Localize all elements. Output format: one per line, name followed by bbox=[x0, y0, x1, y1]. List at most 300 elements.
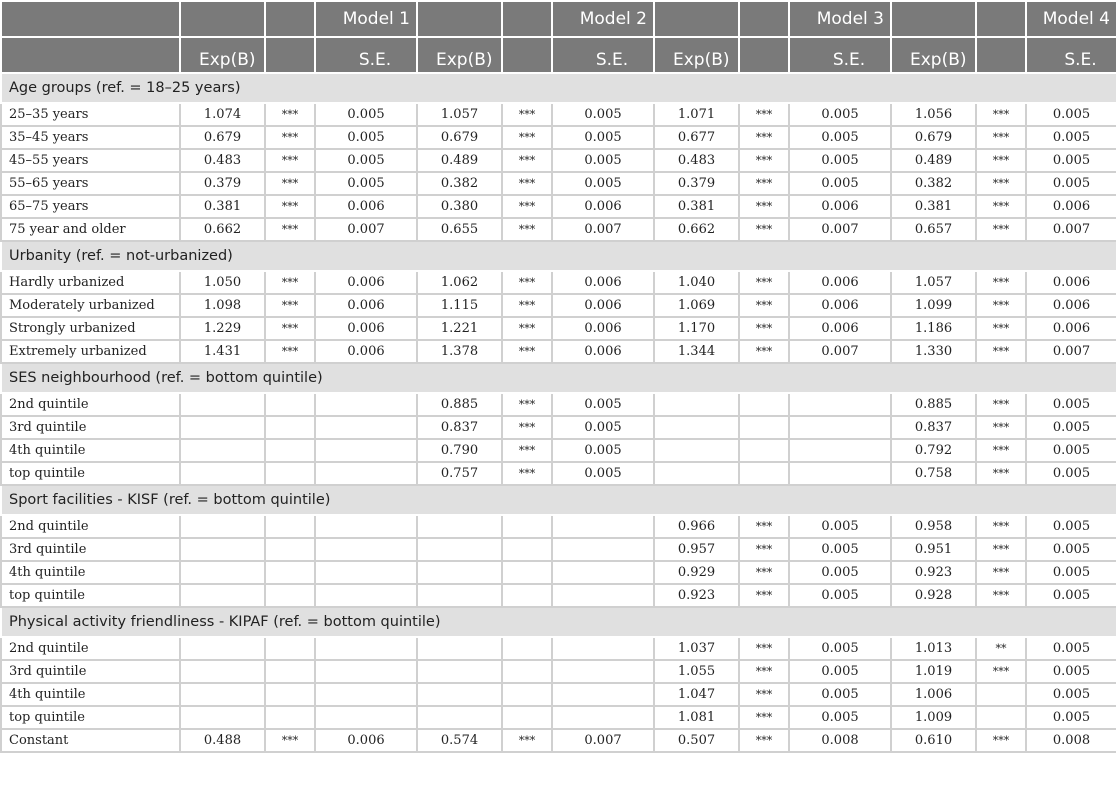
se-cell bbox=[552, 584, 654, 607]
se-cell: 0.005 bbox=[789, 706, 891, 729]
se-cell: 0.005 bbox=[789, 126, 891, 149]
sig-cell: *** bbox=[265, 340, 315, 363]
se-cell: 0.005 bbox=[1026, 515, 1116, 538]
sig-cell: *** bbox=[976, 561, 1026, 584]
sig-cell: *** bbox=[502, 340, 552, 363]
sig-cell: *** bbox=[739, 584, 789, 607]
exp-b-cell: 0.382 bbox=[417, 172, 502, 195]
exp-b-cell: 1.186 bbox=[891, 317, 976, 340]
exp-b-cell bbox=[180, 584, 265, 607]
row-label: top quintile bbox=[1, 462, 180, 485]
se-cell: 0.005 bbox=[315, 172, 417, 195]
exp-b-cell bbox=[417, 584, 502, 607]
exp-b-cell bbox=[417, 515, 502, 538]
exp-b-cell: 1.344 bbox=[654, 340, 739, 363]
sig-cell bbox=[502, 538, 552, 561]
se-cell: 0.007 bbox=[789, 340, 891, 363]
se-cell bbox=[789, 393, 891, 416]
se-cell: 0.006 bbox=[552, 195, 654, 218]
sig-cell: *** bbox=[739, 195, 789, 218]
sig-cell bbox=[739, 416, 789, 439]
exp-b-cell: 1.330 bbox=[891, 340, 976, 363]
sig-cell: *** bbox=[739, 340, 789, 363]
se-cell: 0.006 bbox=[315, 271, 417, 294]
se-cell: 0.007 bbox=[1026, 340, 1116, 363]
sig-cell: *** bbox=[739, 218, 789, 241]
se-cell: 0.005 bbox=[1026, 103, 1116, 126]
se-cell: 0.006 bbox=[1026, 271, 1116, 294]
se-cell: 0.006 bbox=[552, 294, 654, 317]
se-cell: 0.005 bbox=[315, 103, 417, 126]
sig-cell bbox=[502, 706, 552, 729]
exp-b-cell: 0.679 bbox=[891, 126, 976, 149]
table-row bbox=[1, 729, 1116, 752]
sig-cell: *** bbox=[976, 294, 1026, 317]
sig-cell: *** bbox=[976, 515, 1026, 538]
se-cell: 0.005 bbox=[789, 584, 891, 607]
section-title: Sport facilities - KISF (ref. = bottom quintile) bbox=[1, 485, 1116, 515]
row-label: 2nd quintile bbox=[1, 515, 180, 538]
sig-cell: *** bbox=[265, 103, 315, 126]
sig-cell: *** bbox=[739, 729, 789, 752]
se-cell: 0.005 bbox=[789, 149, 891, 172]
table-row bbox=[1, 439, 1116, 462]
sig-cell: *** bbox=[502, 149, 552, 172]
sig-cell bbox=[265, 637, 315, 660]
se-cell: 0.006 bbox=[789, 294, 891, 317]
row-label: top quintile bbox=[1, 706, 180, 729]
se-cell bbox=[315, 416, 417, 439]
row-label: 2nd quintile bbox=[1, 637, 180, 660]
model-4-title: Model 4 bbox=[1026, 1, 1116, 37]
se-cell: 0.005 bbox=[1026, 393, 1116, 416]
row-label: 3rd quintile bbox=[1, 538, 180, 561]
se-header: S.E. bbox=[315, 37, 417, 73]
se-cell: 0.005 bbox=[789, 172, 891, 195]
exp-b-cell: 0.837 bbox=[417, 416, 502, 439]
se-cell: 0.005 bbox=[789, 561, 891, 584]
se-cell bbox=[789, 439, 891, 462]
table-row bbox=[1, 416, 1116, 439]
se-cell: 0.005 bbox=[1026, 538, 1116, 561]
row-label: 45–55 years bbox=[1, 149, 180, 172]
sig-cell: *** bbox=[976, 271, 1026, 294]
exp-b-cell: 1.378 bbox=[417, 340, 502, 363]
se-cell bbox=[315, 637, 417, 660]
se-cell bbox=[552, 515, 654, 538]
exp-b-cell bbox=[180, 538, 265, 561]
exp-b-cell: 0.677 bbox=[654, 126, 739, 149]
exp-b-cell bbox=[180, 462, 265, 485]
sig-cell bbox=[502, 561, 552, 584]
section-header-row bbox=[1, 485, 1116, 515]
row-label: top quintile bbox=[1, 584, 180, 607]
se-cell bbox=[315, 683, 417, 706]
sig-cell bbox=[976, 706, 1026, 729]
exp-b-cell: 1.057 bbox=[891, 271, 976, 294]
exp-b-cell bbox=[180, 561, 265, 584]
se-cell: 0.007 bbox=[789, 218, 891, 241]
sig-cell: *** bbox=[502, 218, 552, 241]
sig-cell bbox=[739, 393, 789, 416]
se-cell bbox=[315, 584, 417, 607]
exp-b-cell: 1.019 bbox=[891, 660, 976, 683]
sig-cell: *** bbox=[739, 515, 789, 538]
sig-cell: *** bbox=[502, 195, 552, 218]
se-cell: 0.005 bbox=[1026, 637, 1116, 660]
sig-cell bbox=[502, 584, 552, 607]
sig-cell bbox=[265, 660, 315, 683]
exp-b-cell: 1.074 bbox=[180, 103, 265, 126]
exp-b-cell: 1.115 bbox=[417, 294, 502, 317]
se-cell: 0.005 bbox=[552, 126, 654, 149]
se-cell: 0.005 bbox=[1026, 683, 1116, 706]
exp-b-cell: 1.170 bbox=[654, 317, 739, 340]
se-cell bbox=[552, 660, 654, 683]
sig-cell: *** bbox=[265, 218, 315, 241]
exp-b-cell: 1.047 bbox=[654, 683, 739, 706]
se-cell: 0.005 bbox=[1026, 660, 1116, 683]
sig-cell bbox=[265, 683, 315, 706]
exp-b-cell: 0.951 bbox=[891, 538, 976, 561]
exp-b-cell: 0.885 bbox=[891, 393, 976, 416]
exp-b-cell: 0.610 bbox=[891, 729, 976, 752]
sig-cell: *** bbox=[265, 172, 315, 195]
exp-b-cell: 1.081 bbox=[654, 706, 739, 729]
exp-b-cell: 0.758 bbox=[891, 462, 976, 485]
se-cell: 0.006 bbox=[1026, 195, 1116, 218]
se-cell: 0.005 bbox=[315, 149, 417, 172]
se-header: S.E. bbox=[552, 37, 654, 73]
sig-cell bbox=[976, 683, 1026, 706]
table-row bbox=[1, 706, 1116, 729]
exp-b-cell: 0.679 bbox=[180, 126, 265, 149]
exp-b-cell: 1.221 bbox=[417, 317, 502, 340]
exp-b-cell: 0.381 bbox=[180, 195, 265, 218]
exp-b-cell: 0.655 bbox=[417, 218, 502, 241]
section-header-row bbox=[1, 73, 1116, 103]
se-cell: 0.006 bbox=[315, 317, 417, 340]
exp-b-cell bbox=[417, 538, 502, 561]
se-cell: 0.006 bbox=[315, 729, 417, 752]
exp-b-cell: 0.489 bbox=[891, 149, 976, 172]
table-row bbox=[1, 271, 1116, 294]
table-row bbox=[1, 103, 1116, 126]
sig-cell: *** bbox=[265, 195, 315, 218]
exp-b-cell bbox=[654, 462, 739, 485]
exp-b-cell bbox=[417, 683, 502, 706]
se-cell: 0.006 bbox=[552, 340, 654, 363]
exp-b-cell: 0.957 bbox=[654, 538, 739, 561]
sig-cell: *** bbox=[265, 126, 315, 149]
exp-b-cell: 0.489 bbox=[417, 149, 502, 172]
se-cell: 0.006 bbox=[552, 271, 654, 294]
model-3-title: Model 3 bbox=[789, 1, 891, 37]
sig-cell: *** bbox=[976, 393, 1026, 416]
exp-b-cell: 0.958 bbox=[891, 515, 976, 538]
sig-cell bbox=[739, 439, 789, 462]
exp-b-cell: 1.071 bbox=[654, 103, 739, 126]
sig-cell bbox=[265, 416, 315, 439]
sig-cell bbox=[265, 439, 315, 462]
sig-cell bbox=[265, 561, 315, 584]
exp-b-cell: 0.837 bbox=[891, 416, 976, 439]
table-row bbox=[1, 660, 1116, 683]
exp-b-cell: 0.757 bbox=[417, 462, 502, 485]
se-cell: 0.005 bbox=[1026, 149, 1116, 172]
se-cell: 0.005 bbox=[552, 439, 654, 462]
exp-b-cell: 0.379 bbox=[180, 172, 265, 195]
se-cell: 0.006 bbox=[1026, 294, 1116, 317]
exp-b-cell: 0.380 bbox=[417, 195, 502, 218]
se-cell bbox=[552, 683, 654, 706]
exp-b-cell bbox=[417, 706, 502, 729]
header-empty-cell bbox=[976, 37, 1026, 73]
table-row bbox=[1, 149, 1116, 172]
sig-cell: *** bbox=[502, 393, 552, 416]
header-empty-cell bbox=[417, 1, 502, 37]
exp-b-cell: 0.574 bbox=[417, 729, 502, 752]
exp-b-cell: 0.379 bbox=[654, 172, 739, 195]
exp-b-cell bbox=[654, 439, 739, 462]
table-row bbox=[1, 340, 1116, 363]
sig-cell: *** bbox=[265, 729, 315, 752]
se-cell: 0.007 bbox=[552, 729, 654, 752]
table-row bbox=[1, 218, 1116, 241]
se-cell: 0.005 bbox=[789, 103, 891, 126]
sig-cell: *** bbox=[976, 462, 1026, 485]
exp-b-cell: 0.679 bbox=[417, 126, 502, 149]
table-body bbox=[1, 1, 1116, 752]
exp-b-cell: 1.431 bbox=[180, 340, 265, 363]
exp-b-cell: 0.792 bbox=[891, 439, 976, 462]
se-cell bbox=[552, 706, 654, 729]
table-row bbox=[1, 515, 1116, 538]
table-row bbox=[1, 683, 1116, 706]
se-cell: 0.006 bbox=[315, 340, 417, 363]
exp-b-cell: 1.040 bbox=[654, 271, 739, 294]
se-cell bbox=[315, 439, 417, 462]
header-empty-cell bbox=[739, 1, 789, 37]
se-cell bbox=[315, 706, 417, 729]
exp-b-cell: 1.069 bbox=[654, 294, 739, 317]
sig-cell: *** bbox=[739, 660, 789, 683]
exp-b-cell: 1.055 bbox=[654, 660, 739, 683]
sig-cell bbox=[265, 393, 315, 416]
exp-b-cell: 1.099 bbox=[891, 294, 976, 317]
exp-b-header: Exp(B) bbox=[891, 37, 976, 73]
sig-cell: *** bbox=[502, 729, 552, 752]
exp-b-cell: 1.013 bbox=[891, 637, 976, 660]
se-cell: 0.006 bbox=[315, 294, 417, 317]
exp-b-cell: 1.098 bbox=[180, 294, 265, 317]
exp-b-cell: 0.966 bbox=[654, 515, 739, 538]
sig-cell: *** bbox=[265, 317, 315, 340]
se-cell: 0.006 bbox=[789, 271, 891, 294]
section-title: Urbanity (ref. = not-urbanized) bbox=[1, 241, 1116, 271]
header-empty-cell bbox=[891, 1, 976, 37]
exp-b-cell: 0.790 bbox=[417, 439, 502, 462]
sig-cell: *** bbox=[739, 637, 789, 660]
header-empty-cell bbox=[976, 1, 1026, 37]
se-cell: 0.005 bbox=[1026, 462, 1116, 485]
sig-cell: *** bbox=[976, 195, 1026, 218]
sig-cell: *** bbox=[502, 416, 552, 439]
sig-cell bbox=[502, 683, 552, 706]
exp-b-cell bbox=[180, 515, 265, 538]
section-header-row bbox=[1, 241, 1116, 271]
exp-b-cell: 0.929 bbox=[654, 561, 739, 584]
header-empty-cell bbox=[1, 1, 180, 37]
sig-cell: ** bbox=[976, 637, 1026, 660]
exp-b-cell: 1.037 bbox=[654, 637, 739, 660]
exp-b-cell: 0.381 bbox=[891, 195, 976, 218]
sig-cell bbox=[265, 462, 315, 485]
header-row-columns bbox=[1, 37, 1116, 73]
se-cell: 0.006 bbox=[1026, 317, 1116, 340]
se-cell: 0.005 bbox=[552, 393, 654, 416]
row-label: 4th quintile bbox=[1, 439, 180, 462]
se-cell bbox=[552, 561, 654, 584]
se-cell bbox=[315, 538, 417, 561]
se-cell: 0.005 bbox=[552, 103, 654, 126]
se-cell bbox=[552, 538, 654, 561]
se-cell bbox=[315, 660, 417, 683]
table-row bbox=[1, 561, 1116, 584]
exp-b-cell bbox=[180, 683, 265, 706]
model-2-title: Model 2 bbox=[552, 1, 654, 37]
exp-b-cell bbox=[180, 393, 265, 416]
exp-b-cell: 0.381 bbox=[654, 195, 739, 218]
sig-cell bbox=[265, 515, 315, 538]
se-cell: 0.005 bbox=[552, 172, 654, 195]
sig-cell: *** bbox=[502, 439, 552, 462]
sig-cell: *** bbox=[265, 271, 315, 294]
row-label: 2nd quintile bbox=[1, 393, 180, 416]
exp-b-cell: 1.229 bbox=[180, 317, 265, 340]
header-row-models bbox=[1, 1, 1116, 37]
se-cell: 0.005 bbox=[552, 149, 654, 172]
sig-cell: *** bbox=[976, 149, 1026, 172]
se-cell bbox=[315, 393, 417, 416]
se-cell: 0.006 bbox=[789, 317, 891, 340]
se-cell: 0.006 bbox=[552, 317, 654, 340]
sig-cell: *** bbox=[739, 271, 789, 294]
exp-b-cell bbox=[180, 637, 265, 660]
sig-cell: *** bbox=[976, 218, 1026, 241]
exp-b-cell: 0.662 bbox=[654, 218, 739, 241]
row-label: 75 year and older bbox=[1, 218, 180, 241]
row-label: 55–65 years bbox=[1, 172, 180, 195]
row-label: Strongly urbanized bbox=[1, 317, 180, 340]
sig-cell: *** bbox=[976, 340, 1026, 363]
table-row bbox=[1, 172, 1116, 195]
sig-cell: *** bbox=[976, 439, 1026, 462]
section-title: Physical activity friendliness - KIPAF (ref. = bottom quintile) bbox=[1, 607, 1116, 637]
exp-b-cell bbox=[180, 439, 265, 462]
sig-cell: *** bbox=[502, 271, 552, 294]
row-label: 4th quintile bbox=[1, 683, 180, 706]
se-cell bbox=[315, 515, 417, 538]
se-cell: 0.005 bbox=[1026, 439, 1116, 462]
row-label: 35–45 years bbox=[1, 126, 180, 149]
se-header: S.E. bbox=[789, 37, 891, 73]
section-header-row bbox=[1, 607, 1116, 637]
exp-b-cell bbox=[417, 660, 502, 683]
header-empty-cell bbox=[265, 1, 315, 37]
sig-cell: *** bbox=[502, 126, 552, 149]
row-label: 3rd quintile bbox=[1, 660, 180, 683]
header-empty-cell bbox=[654, 1, 739, 37]
sig-cell: *** bbox=[976, 126, 1026, 149]
se-cell: 0.007 bbox=[1026, 218, 1116, 241]
exp-b-cell: 0.382 bbox=[891, 172, 976, 195]
se-cell: 0.005 bbox=[552, 416, 654, 439]
se-cell bbox=[315, 561, 417, 584]
exp-b-cell bbox=[417, 561, 502, 584]
row-label: 4th quintile bbox=[1, 561, 180, 584]
table-row bbox=[1, 538, 1116, 561]
exp-b-cell: 0.885 bbox=[417, 393, 502, 416]
se-cell: 0.008 bbox=[1026, 729, 1116, 752]
sig-cell: *** bbox=[502, 294, 552, 317]
exp-b-header: Exp(B) bbox=[417, 37, 502, 73]
exp-b-header: Exp(B) bbox=[654, 37, 739, 73]
header-empty-cell bbox=[502, 37, 552, 73]
se-cell bbox=[315, 462, 417, 485]
sig-cell bbox=[265, 584, 315, 607]
table-row bbox=[1, 294, 1116, 317]
sig-cell: *** bbox=[976, 729, 1026, 752]
se-cell: 0.005 bbox=[789, 538, 891, 561]
sig-cell: *** bbox=[739, 172, 789, 195]
table-row bbox=[1, 584, 1116, 607]
exp-b-cell: 1.009 bbox=[891, 706, 976, 729]
sig-cell: *** bbox=[976, 584, 1026, 607]
sig-cell: *** bbox=[976, 416, 1026, 439]
exp-b-cell bbox=[180, 416, 265, 439]
se-cell bbox=[789, 416, 891, 439]
sig-cell: *** bbox=[739, 149, 789, 172]
sig-cell: *** bbox=[739, 706, 789, 729]
sig-cell: *** bbox=[739, 294, 789, 317]
exp-b-cell: 0.507 bbox=[654, 729, 739, 752]
se-cell: 0.005 bbox=[315, 126, 417, 149]
se-cell: 0.005 bbox=[789, 660, 891, 683]
se-cell: 0.005 bbox=[789, 515, 891, 538]
section-title: Age groups (ref. = 18–25 years) bbox=[1, 73, 1116, 103]
exp-b-cell bbox=[180, 706, 265, 729]
exp-b-cell: 0.928 bbox=[891, 584, 976, 607]
table-row bbox=[1, 637, 1116, 660]
table-row bbox=[1, 393, 1116, 416]
sig-cell bbox=[265, 706, 315, 729]
se-cell bbox=[789, 462, 891, 485]
row-label: Hardly urbanized bbox=[1, 271, 180, 294]
se-cell: 0.008 bbox=[789, 729, 891, 752]
row-label: 25–35 years bbox=[1, 103, 180, 126]
exp-b-cell: 0.923 bbox=[891, 561, 976, 584]
sig-cell: *** bbox=[739, 126, 789, 149]
se-header: S.E. bbox=[1026, 37, 1116, 73]
exp-b-cell: 0.488 bbox=[180, 729, 265, 752]
se-cell: 0.005 bbox=[552, 462, 654, 485]
section-title: SES neighbourhood (ref. = bottom quintile) bbox=[1, 363, 1116, 393]
exp-b-cell: 1.062 bbox=[417, 271, 502, 294]
header-empty-cell bbox=[265, 37, 315, 73]
header-empty-cell bbox=[180, 1, 265, 37]
header-empty-cell bbox=[739, 37, 789, 73]
